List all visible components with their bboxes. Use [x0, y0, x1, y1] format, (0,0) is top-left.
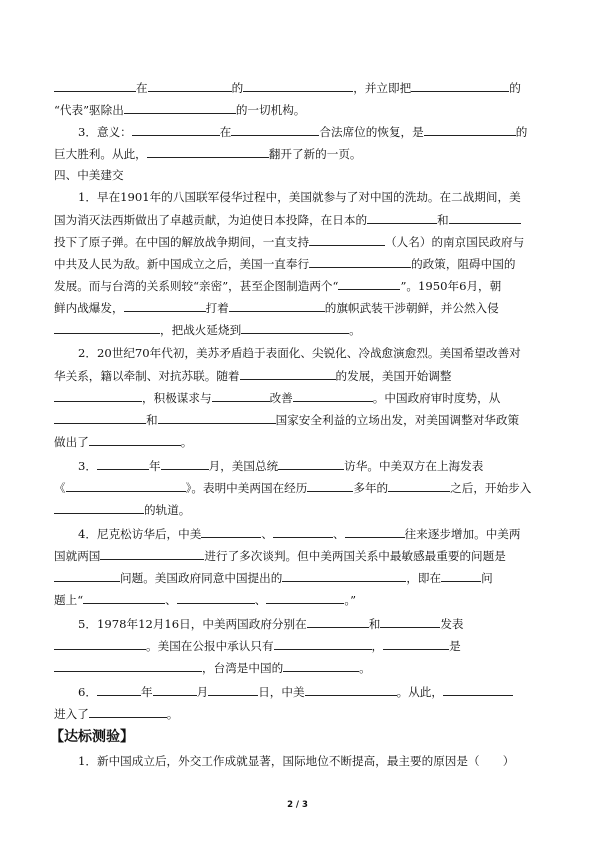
text: 3．意义： — [78, 125, 132, 139]
text-line — [78, 124, 568, 139]
text: 》。表明中美两国在经历 — [185, 481, 308, 495]
text-line — [78, 616, 568, 631]
text: 月，美国总统 — [208, 459, 279, 473]
blank-field[interactable] — [305, 684, 397, 696]
blank-field[interactable] — [161, 458, 209, 470]
text: 进入了 — [54, 707, 89, 721]
text-line — [54, 570, 544, 585]
text-line — [54, 660, 544, 675]
text: 、 — [261, 527, 273, 541]
text: 。” — [344, 593, 357, 607]
text: 巨大胜利。从此， — [54, 147, 147, 161]
text: 打着 — [205, 301, 229, 315]
text: ， — [371, 639, 384, 653]
blank-field[interactable] — [240, 368, 336, 380]
blank-field[interactable] — [54, 80, 136, 92]
text: 翻开了新的一页。 — [268, 147, 362, 161]
text: 中共及人民为敌。新中国成立之后，美国一直奉行 — [54, 257, 310, 271]
blank-field[interactable] — [97, 458, 149, 470]
text: 4．尼克松访华后，中美 — [78, 527, 202, 541]
text-line — [78, 684, 568, 699]
text: 国就两国 — [54, 549, 101, 563]
text-line — [54, 300, 544, 315]
blank-field[interactable] — [388, 480, 450, 492]
blank-field[interactable] — [158, 412, 276, 424]
text-line: 1．早在1901年的八国联军侵华过程中，美国就参与了对中国的洗劫。在二战期间，美 — [78, 190, 521, 204]
text: 的 — [509, 81, 521, 95]
text: 之后，开始步入 — [450, 481, 532, 495]
text-line — [54, 368, 544, 383]
blank-field[interactable] — [54, 570, 120, 582]
text: ”。1950年6月，朝 — [400, 279, 502, 293]
text-line — [54, 278, 544, 293]
text-line: 2．20世纪70年代初，美苏矛盾趋于表面化、尖锐化、冷战愈演愈烈。美国希望改善对 — [78, 346, 521, 360]
blank-field[interactable] — [83, 592, 165, 604]
blank-field[interactable] — [449, 212, 521, 224]
blank-field[interactable] — [124, 102, 236, 114]
text: 。从此， — [396, 685, 443, 699]
text: 《 — [54, 481, 66, 495]
text: 年 — [148, 459, 161, 473]
text: 鲜内战爆发， — [54, 301, 124, 315]
text: 。 — [180, 435, 193, 449]
text: 、 — [254, 593, 267, 607]
blank-field[interactable] — [367, 212, 437, 224]
text-line — [54, 434, 544, 449]
blank-field[interactable] — [307, 616, 369, 628]
text: 。 — [359, 661, 371, 675]
question-item: 1．新中国成立后，外交工作成就显著，国际地位不断提高，最主要的原因是（ ） — [78, 754, 515, 768]
text-line — [78, 458, 568, 473]
text: ，台湾是中国的 — [202, 661, 284, 675]
text: 的旗帜武装干涉朝鲜，并公然入侵 — [324, 301, 499, 315]
text-line — [54, 390, 544, 405]
text: 6． — [78, 685, 97, 699]
text: 合法席位的恢复，是 — [319, 125, 424, 139]
text: （人名）的南京国民政府与 — [385, 235, 525, 249]
text-line — [54, 322, 544, 337]
blank-field[interactable] — [293, 390, 373, 402]
text: 、 — [332, 527, 345, 541]
text: 国家安全利益的立场出发，对美国调整对华政策 — [275, 413, 520, 427]
blank-field[interactable] — [89, 434, 181, 446]
text: 和 — [437, 213, 449, 227]
blank-field[interactable] — [282, 570, 406, 582]
text: 和 — [146, 413, 158, 427]
blank-field[interactable] — [153, 684, 197, 696]
blank-field[interactable] — [147, 146, 269, 158]
text: 多年的 — [353, 481, 389, 495]
text: ，并立即把 — [353, 81, 412, 95]
text: 改善 — [269, 391, 293, 405]
text: 和 — [368, 617, 381, 631]
blank-field[interactable] — [309, 234, 385, 246]
text: ，即在 — [406, 571, 442, 585]
text: 的政策，阻碍中国的 — [411, 257, 516, 271]
text: 的一切机构。 — [235, 103, 306, 117]
text: 进行了多次谈判。但中美两国关系中最敏感最重要的问题是 — [204, 549, 506, 563]
text: 的 — [515, 125, 528, 139]
text-line — [54, 502, 544, 517]
text: 往来逐步增加。中美两 — [404, 527, 521, 541]
text-line — [54, 146, 544, 161]
blank-field[interactable] — [54, 322, 160, 334]
page-number: 2 / 3 — [287, 800, 308, 810]
text-line — [54, 638, 544, 653]
text-line — [54, 592, 544, 607]
text: 年 — [140, 685, 153, 699]
text: 、 — [165, 593, 177, 607]
text-line — [54, 706, 544, 721]
text-line — [54, 80, 544, 95]
blank-field[interactable] — [54, 502, 144, 514]
test-section-heading: 【达标测验】 — [50, 729, 134, 745]
blank-field[interactable] — [54, 412, 146, 424]
text-line — [78, 526, 568, 541]
text: 投下了原子弹。在中国的解放战争期间，一直支持 — [54, 235, 310, 249]
blank-field[interactable] — [283, 660, 359, 672]
text: ，把战火延烧到 — [160, 323, 242, 337]
text: 。美国在公报中承认只有 — [146, 639, 274, 653]
blank-field[interactable] — [229, 300, 325, 312]
text: 5．1978年12月16日，中美两国政府分别在 — [78, 617, 307, 631]
text: 问 — [481, 571, 493, 585]
blank-field[interactable] — [441, 570, 481, 582]
blank-field[interactable] — [54, 660, 202, 672]
text: 日，中美 — [258, 685, 305, 699]
blank-field[interactable] — [273, 526, 333, 538]
text-line — [54, 212, 544, 227]
blank-field[interactable] — [54, 390, 142, 402]
text: 的 — [231, 81, 244, 95]
blank-field[interactable] — [100, 548, 204, 560]
text: 。 — [349, 323, 361, 337]
text: 做出了 — [54, 435, 89, 449]
section-heading: 四、中美建交 — [54, 168, 124, 182]
text: 在 — [136, 81, 148, 95]
blank-field[interactable] — [201, 526, 261, 538]
text: “代表”驱除出 — [54, 103, 124, 117]
blank-field[interactable] — [380, 616, 440, 628]
text-line — [54, 102, 544, 117]
blank-field[interactable] — [241, 322, 349, 334]
text: 是 — [449, 639, 461, 653]
blank-field[interactable] — [54, 638, 146, 650]
text: 的轨道。 — [144, 503, 191, 517]
blank-field[interactable] — [338, 278, 400, 290]
text: 的发展，美国开始调整 — [335, 369, 452, 383]
text-line — [54, 412, 544, 427]
text-line — [54, 480, 544, 495]
text: 华关系，籍以牵制、对抗苏联。随着 — [54, 369, 240, 383]
blank-field[interactable] — [411, 80, 509, 92]
blank-field[interactable] — [231, 124, 319, 136]
blank-field[interactable] — [345, 526, 405, 538]
text-line — [54, 234, 544, 249]
text: 。 — [166, 707, 179, 721]
text: 在 — [219, 125, 232, 139]
text: 。中国政府审时度势，从 — [372, 391, 501, 405]
blank-field[interactable] — [208, 684, 258, 696]
blank-field[interactable] — [266, 592, 344, 604]
text-line — [54, 256, 544, 271]
text: 3． — [78, 459, 97, 473]
blank-field[interactable] — [309, 256, 411, 268]
text: 发展。而与台湾的关系则较“亲密”，甚至企图制造两个“ — [54, 279, 339, 293]
blank-field[interactable] — [278, 458, 344, 470]
blank-field[interactable] — [177, 592, 255, 604]
blank-field[interactable] — [132, 124, 220, 136]
blank-field[interactable] — [89, 706, 167, 718]
text-line — [54, 548, 544, 563]
blank-field[interactable] — [212, 390, 270, 402]
blank-field[interactable] — [148, 80, 232, 92]
text: 问题。美国政府同意中国提出的 — [120, 571, 283, 585]
text: 月 — [196, 685, 209, 699]
blank-field[interactable] — [243, 80, 353, 92]
text: 国为消灭法西斯做出了卓越贡献，为迫使日本投降，在日本的 — [54, 213, 368, 227]
text: ，积极谋求与 — [142, 391, 212, 405]
blank-field[interactable] — [274, 638, 372, 650]
blank-field[interactable] — [124, 300, 206, 312]
blank-field[interactable] — [66, 480, 186, 492]
blank-field[interactable] — [424, 124, 516, 136]
blank-field[interactable] — [307, 480, 353, 492]
text: 题上“ — [54, 593, 84, 607]
text: 访华。中美双方在上海发表 — [344, 459, 484, 473]
blank-field[interactable] — [443, 684, 513, 696]
blank-field[interactable] — [97, 684, 141, 696]
text: 发表 — [440, 617, 464, 631]
blank-field[interactable] — [383, 638, 449, 650]
